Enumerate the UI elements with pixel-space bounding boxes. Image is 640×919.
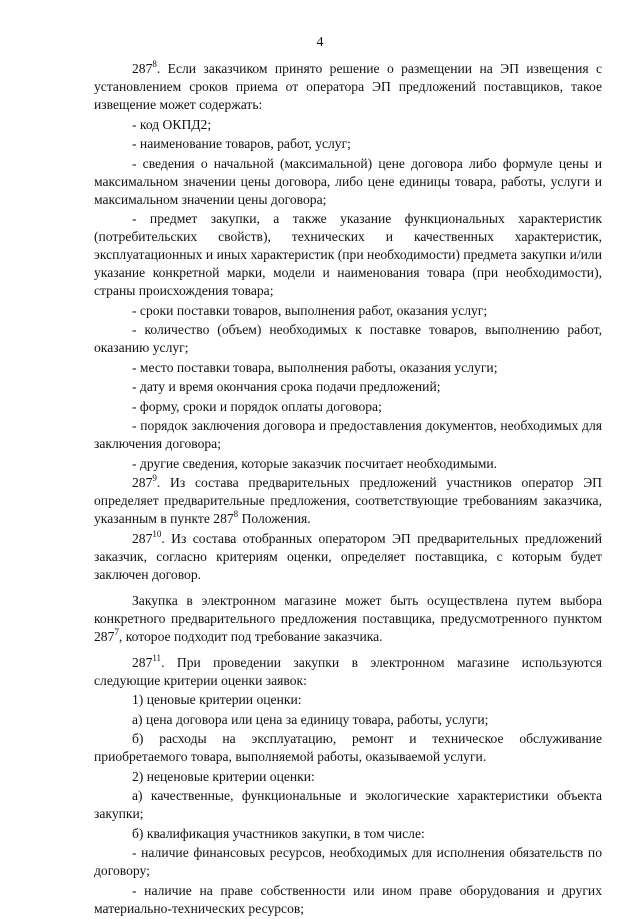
paragraph-text: . Из состава отобранных оператором ЭП предварительных предложений заказчик, согласно критериям оценки, определяет поставщика, с которым будет заключен договор.	[94, 530, 602, 582]
paragraph	[94, 155, 602, 209]
document-body	[94, 60, 602, 919]
paragraph	[94, 654, 602, 690]
paragraph	[94, 359, 602, 377]
paragraph	[94, 768, 602, 786]
paragraph-text: - количество (объем) необходимых к поставке товаров, выполнению работ, оказанию услуг;	[94, 322, 602, 355]
paragraph-text: . При проведении закупки в электронном магазине используются следующие критерии оценки заявок:	[94, 654, 602, 688]
paragraph-text: а) качественные, функциональные и экологические характеристики объекта закупки;	[94, 788, 602, 821]
paragraph	[94, 844, 602, 880]
clause-superscript: 8	[152, 59, 157, 69]
paragraph-text: - место поставки товара, выполнения работы, оказания услуги;	[132, 359, 498, 375]
reference-superscript: 7	[114, 626, 119, 637]
paragraph	[94, 882, 602, 918]
paragraph-text: . Если заказчиком принято решение о размещении на ЭП извещения с установлением сроков приема от оператора ЭП предложений поставщиков, такое извещение может содержать:	[94, 61, 602, 112]
clause-number: 287	[132, 654, 153, 670]
clause-superscript: 10	[152, 528, 162, 539]
paragraph-text: 2) неценовые критерии оценки:	[132, 768, 315, 784]
paragraph-text: . Из состава предварительных предложений участников оператор ЭП определяет предварительные предложения, соответствующие требованиям заказчика, указанным в пункте 287	[94, 475, 602, 526]
paragraph	[94, 592, 602, 646]
paragraph	[94, 455, 602, 473]
paragraph-text: - предмет закупки, а также указание функциональных характеристик (потребительских свойств), технических и качественных характеристик, эксплуатационных и иных характеристик (при необходимости) предмета закупки и/или указание конкретной марки, модели и наименования товара (при необходимости), страны происхождения товара;	[94, 211, 602, 298]
paragraph	[94, 417, 602, 453]
paragraph	[94, 398, 602, 416]
clause-superscript: 11	[152, 652, 162, 663]
paragraph-tail: Положения.	[238, 511, 311, 526]
paragraph	[94, 787, 602, 823]
paragraph-text: - форму, сроки и порядок оплаты договора;	[132, 398, 382, 414]
paragraph-text: Закупка в электронном магазине может быть осуществлена путем выбора конкретного предварительного предложения поставщика, предусмотренного пунктом 287	[94, 592, 602, 644]
clause-number: 287	[132, 61, 153, 76]
paragraph	[94, 302, 602, 320]
clause-number: 287	[132, 475, 153, 490]
paragraph-tail: , которое подходит под требование заказчика.	[118, 628, 383, 644]
paragraph	[94, 210, 602, 300]
paragraph	[94, 691, 602, 709]
paragraph-text: б) расходы на эксплуатацию, ремонт и техническое обслуживание приобретаемого товара, выполняемой работы, оказываемой услуги.	[94, 731, 602, 764]
paragraph	[94, 378, 602, 396]
paragraph-text: - сроки поставки товаров, выполнения работ, оказания услуг;	[132, 302, 488, 318]
paragraph-text: - наличие на праве собственности или ином праве оборудования и других материально-технических ресурсов;	[94, 882, 602, 916]
paragraph-text: а) цена договора или цена за единицу товара, работы, услуги;	[132, 711, 489, 727]
paragraph	[94, 321, 602, 357]
paragraph-text: 1) ценовые критерии оценки:	[132, 692, 302, 707]
paragraph	[94, 825, 602, 843]
paragraph	[94, 474, 602, 528]
paragraph	[94, 135, 602, 153]
paragraph	[94, 60, 602, 114]
paragraph-text: б) квалификация участников закупки, в том числе:	[132, 825, 425, 841]
paragraph	[94, 730, 602, 766]
paragraph	[94, 530, 602, 584]
reference-superscript: 8	[233, 509, 239, 519]
paragraph-text: - порядок заключения договора и предоставления документов, необходимых для заключения договора;	[94, 418, 602, 451]
page-number: 4	[316, 35, 324, 50]
paragraph-text: - дату и время окончания срока подачи предложений;	[132, 379, 441, 394]
paragraph	[94, 116, 602, 134]
clause-number: 287	[132, 530, 153, 546]
clause-superscript: 9	[152, 473, 157, 483]
paragraph-text: - другие сведения, которые заказчик посчитает необходимыми.	[132, 455, 497, 471]
paragraph	[94, 711, 602, 729]
paragraph-text: - код ОКПД2;	[132, 116, 212, 132]
paragraph-text: - наименование товаров, работ, услуг;	[132, 136, 351, 151]
paragraph-text: - сведения о начальной (максимальной) цене договора либо формуле цены и максимальном значении цены договора, либо цене единицы товара, работы, услуги и максимальном значении цены договора;	[94, 155, 602, 207]
paragraph-text: - наличие финансовых ресурсов, необходимых для исполнения обязательств по договору;	[94, 845, 602, 878]
